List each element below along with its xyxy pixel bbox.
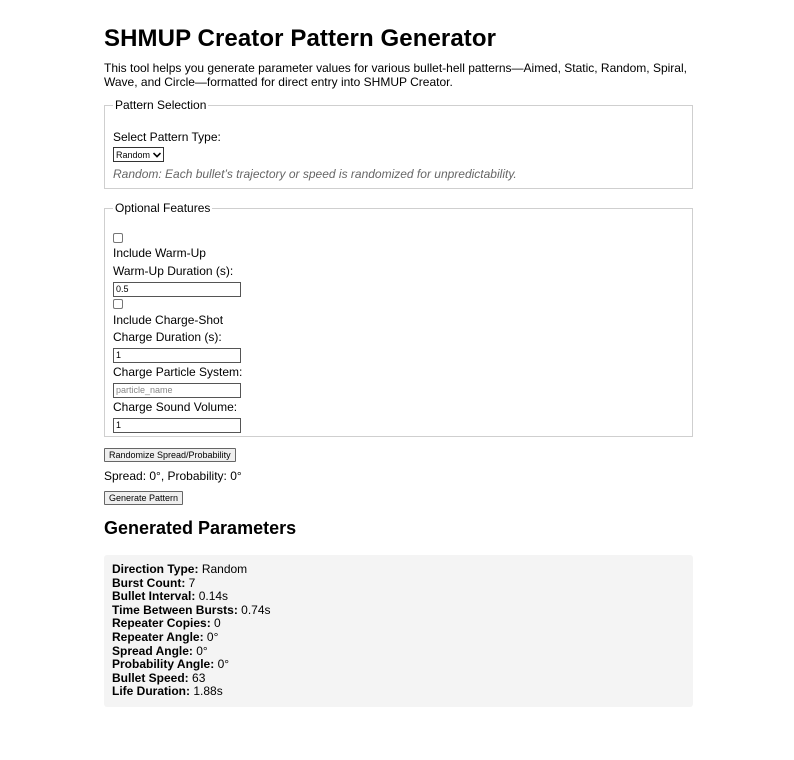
generate-pattern-button[interactable]: Generate Pattern [104, 491, 183, 505]
charge-duration-input[interactable]: 1 [113, 348, 241, 363]
charge-particle-input[interactable]: particle_name [113, 383, 241, 398]
pattern-description: Random: Each bullet’s trajectory or speed is randomized for unpredictability. [113, 167, 517, 181]
charge-volume-label: Charge Sound Volume: [113, 400, 238, 414]
result-repeater-copies: Repeater Copies: 0 [112, 616, 221, 631]
result-bullet-speed: Bullet Speed: 63 [112, 670, 206, 685]
pattern-type-select[interactable] [113, 147, 164, 162]
results-panel [104, 555, 693, 707]
warmup-checkbox[interactable] [113, 233, 123, 243]
randomize-spread-button[interactable]: Randomize Spread/Probability [104, 448, 236, 462]
pattern-selection-legend: Pattern Selection [115, 98, 207, 112]
charge-particle-label: Charge Particle System: [113, 365, 243, 379]
intro-text: This tool helps you generate parameter values for various bullet-hell patterns—Aimed, Static, Random, Spiral, Wave, and Circle—formatted for direct entry into SHMUP Creator. [104, 61, 687, 89]
result-bullet-interval: Bullet Interval: 0.14s [112, 589, 229, 604]
charge-shot-checkbox[interactable] [113, 299, 123, 309]
charge-duration-label: Charge Duration (s): [113, 330, 222, 344]
page-title: SHMUP Creator Pattern Generator [104, 25, 497, 52]
results-title: Generated Parameters [104, 518, 297, 538]
warmup-duration-input[interactable]: 0.5 [113, 282, 241, 297]
spread-probability-text: Spread: 0°, Probability: 0° [104, 469, 242, 483]
warmup-checkbox-label: Include Warm-Up [113, 246, 206, 260]
pattern-selection-fieldset [104, 98, 693, 189]
result-repeater-angle: Repeater Angle: 0° [112, 629, 219, 644]
optional-features-legend: Optional Features [115, 201, 211, 215]
result-burst-count: Burst Count: 7 [112, 575, 196, 590]
result-spread-angle: Spread Angle: 0° [112, 643, 208, 658]
chevron-down-icon [153, 150, 161, 160]
optional-features-fieldset [104, 201, 693, 437]
result-life-duration: Life Duration: 1.88s [112, 684, 223, 699]
result-probability-angle: Probability Angle: 0° [112, 657, 230, 672]
select-pattern-label: Select Pattern Type: [113, 130, 221, 144]
charge-shot-checkbox-label: Include Charge-Shot [113, 313, 224, 327]
result-direction-type: Direction Type: Random [112, 562, 248, 576]
charge-volume-input[interactable]: 1 [113, 418, 241, 433]
pattern-type-value: Random [116, 149, 151, 160]
warmup-duration-label: Warm-Up Duration (s): [113, 264, 234, 278]
result-time-between-bursts: Time Between Bursts: 0.74s [112, 602, 271, 617]
